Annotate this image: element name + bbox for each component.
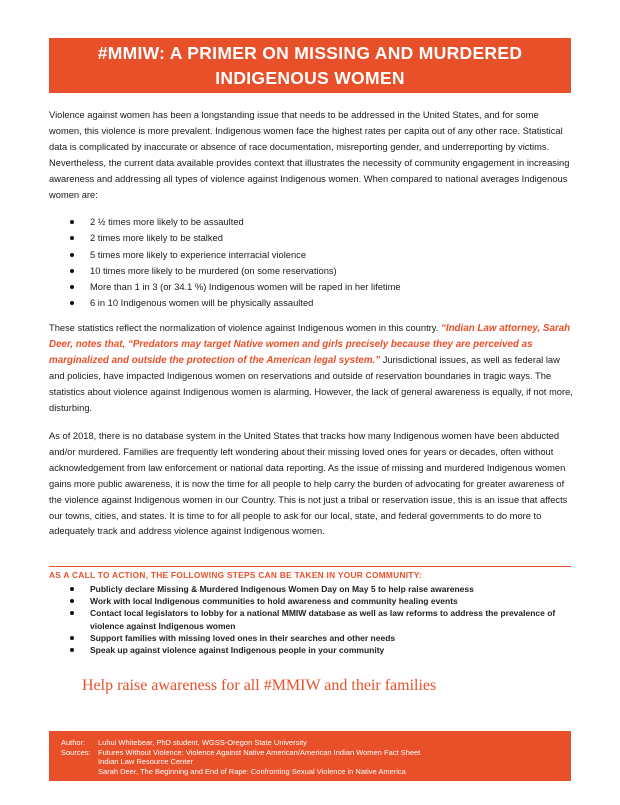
page-title: #MMIW: A PRIMER ON MISSING AND MURDERED INDIGENOUS WOMEN — [97, 42, 523, 88]
call-to-action-list — [70, 583, 570, 656]
action-item: Work with local Indigenous communities to hold awareness and community healing events — [70, 595, 570, 607]
sources-label: Sources: — [61, 747, 91, 757]
sources-row — [61, 748, 571, 777]
normalization-rest: Jurisdictional issues, as well as federal law and policies, have impacted Indigenous women on reservations and outside of reservation boundaries in tragic ways. The statistics about violence against Indigenous women is alarming. However, the lack of general awareness is equally, if not more, disturbing. — [49, 354, 573, 413]
normalization-paragraph — [49, 321, 573, 416]
action-item: Publicly declare Missing & Murdered Indigenous Women Day on May 5 to help raise awareness — [70, 583, 570, 595]
action-item: Contact local legislators to lobby for a national MMIW database as well as law reforms to address the prevalence of violence against Indigenous women — [70, 607, 570, 631]
action-item: Speak up against violence against Indigenous people in your community — [70, 644, 570, 656]
intro-paragraph: Violence against women has been a longstanding issue that needs to be addressed in the United States, and for some women, this violence is more prevalent. Indigenous women face the highest rates per capita out of any other race. Statistical data is complicated by inaccurate or absence of race documentation, misreporting gender, and underreporting by victims. Nevertheless, the current data available provides context that illustrates the necessity of community engagement in increasing awareness and addressing all types of violence against Indigenous women. When compared to national averages Indigenous women are: — [49, 110, 570, 200]
source-item: Indian Law Resource Center — [98, 757, 194, 766]
credits-footer — [49, 731, 571, 781]
author-label: Author: — [61, 738, 86, 747]
statistics-list — [70, 214, 550, 312]
statistic-item: 6 in 10 Indigenous women will be physically assaulted — [70, 295, 550, 311]
statistic-item: 5 times more likely to experience interracial violence — [70, 247, 550, 263]
author-row — [61, 738, 571, 748]
statistic-item: 2 times more likely to be stalked — [70, 230, 550, 246]
source-item: Futures Without Violence: Violence Against Native American/American Indian Women Fact Sheet — [98, 747, 421, 757]
statistic-item: More than 1 in 3 (or 34.1 %) Indigenous women will be raped in her lifetime — [70, 279, 550, 295]
awareness-tagline: Help raise awareness for all #MMIW and their families — [82, 677, 437, 694]
title-banner — [49, 38, 571, 93]
source-item: Sarah Deer, The Beginning and End of Rape: Confronting Sexual Violence in Native America — [98, 766, 406, 776]
action-item: Support families with missing loved ones in their searches and other needs — [70, 632, 570, 644]
normalization-lead: These statistics reflect the normalization of violence against Indigenous women in this country. — [49, 323, 441, 333]
author-name: Luhui Whitebear, PhD student, WGSS-Oregon State University — [98, 738, 307, 747]
sources-list — [98, 748, 420, 777]
database-paragraph: As of 2018, there is no database system in the United States that tracks how many Indigenous women have been abducted and/or murdered. Families are frequently left wondering about their missing loved ones for years or decades, often without acknowledgement from law enforcement or national data reporting. As the issue of missing and murdered Indigenous women gains more public awareness, it is now the time for all people to help carry the burden of advocating for greater awareness of the violence against Indigenous women in our Country. This is not just a tribal or reservation issue, this is an issue that affects our towns, cities, and states. It is time to for all people to ask for our local, state, and federal governments to do more to adequately track and address violence against Indigenous women. — [49, 431, 568, 537]
statistic-item: 10 times more likely to be murdered (on some reservations) — [70, 263, 550, 279]
statistic-item: 2 ½ times more likely to be assaulted — [70, 214, 550, 230]
call-to-action-heading: AS A CALL TO ACTION, THE FOLLOWING STEPS CAN BE TAKEN IN YOUR COMMUNITY: — [49, 566, 571, 580]
sarah-deer-quote: “Indian Law attorney, Sarah Deer, notes that, “Predators may target Native women and girls precisely because they are perceived as marginalized and outside the protection of the American legal system.” — [49, 323, 571, 366]
